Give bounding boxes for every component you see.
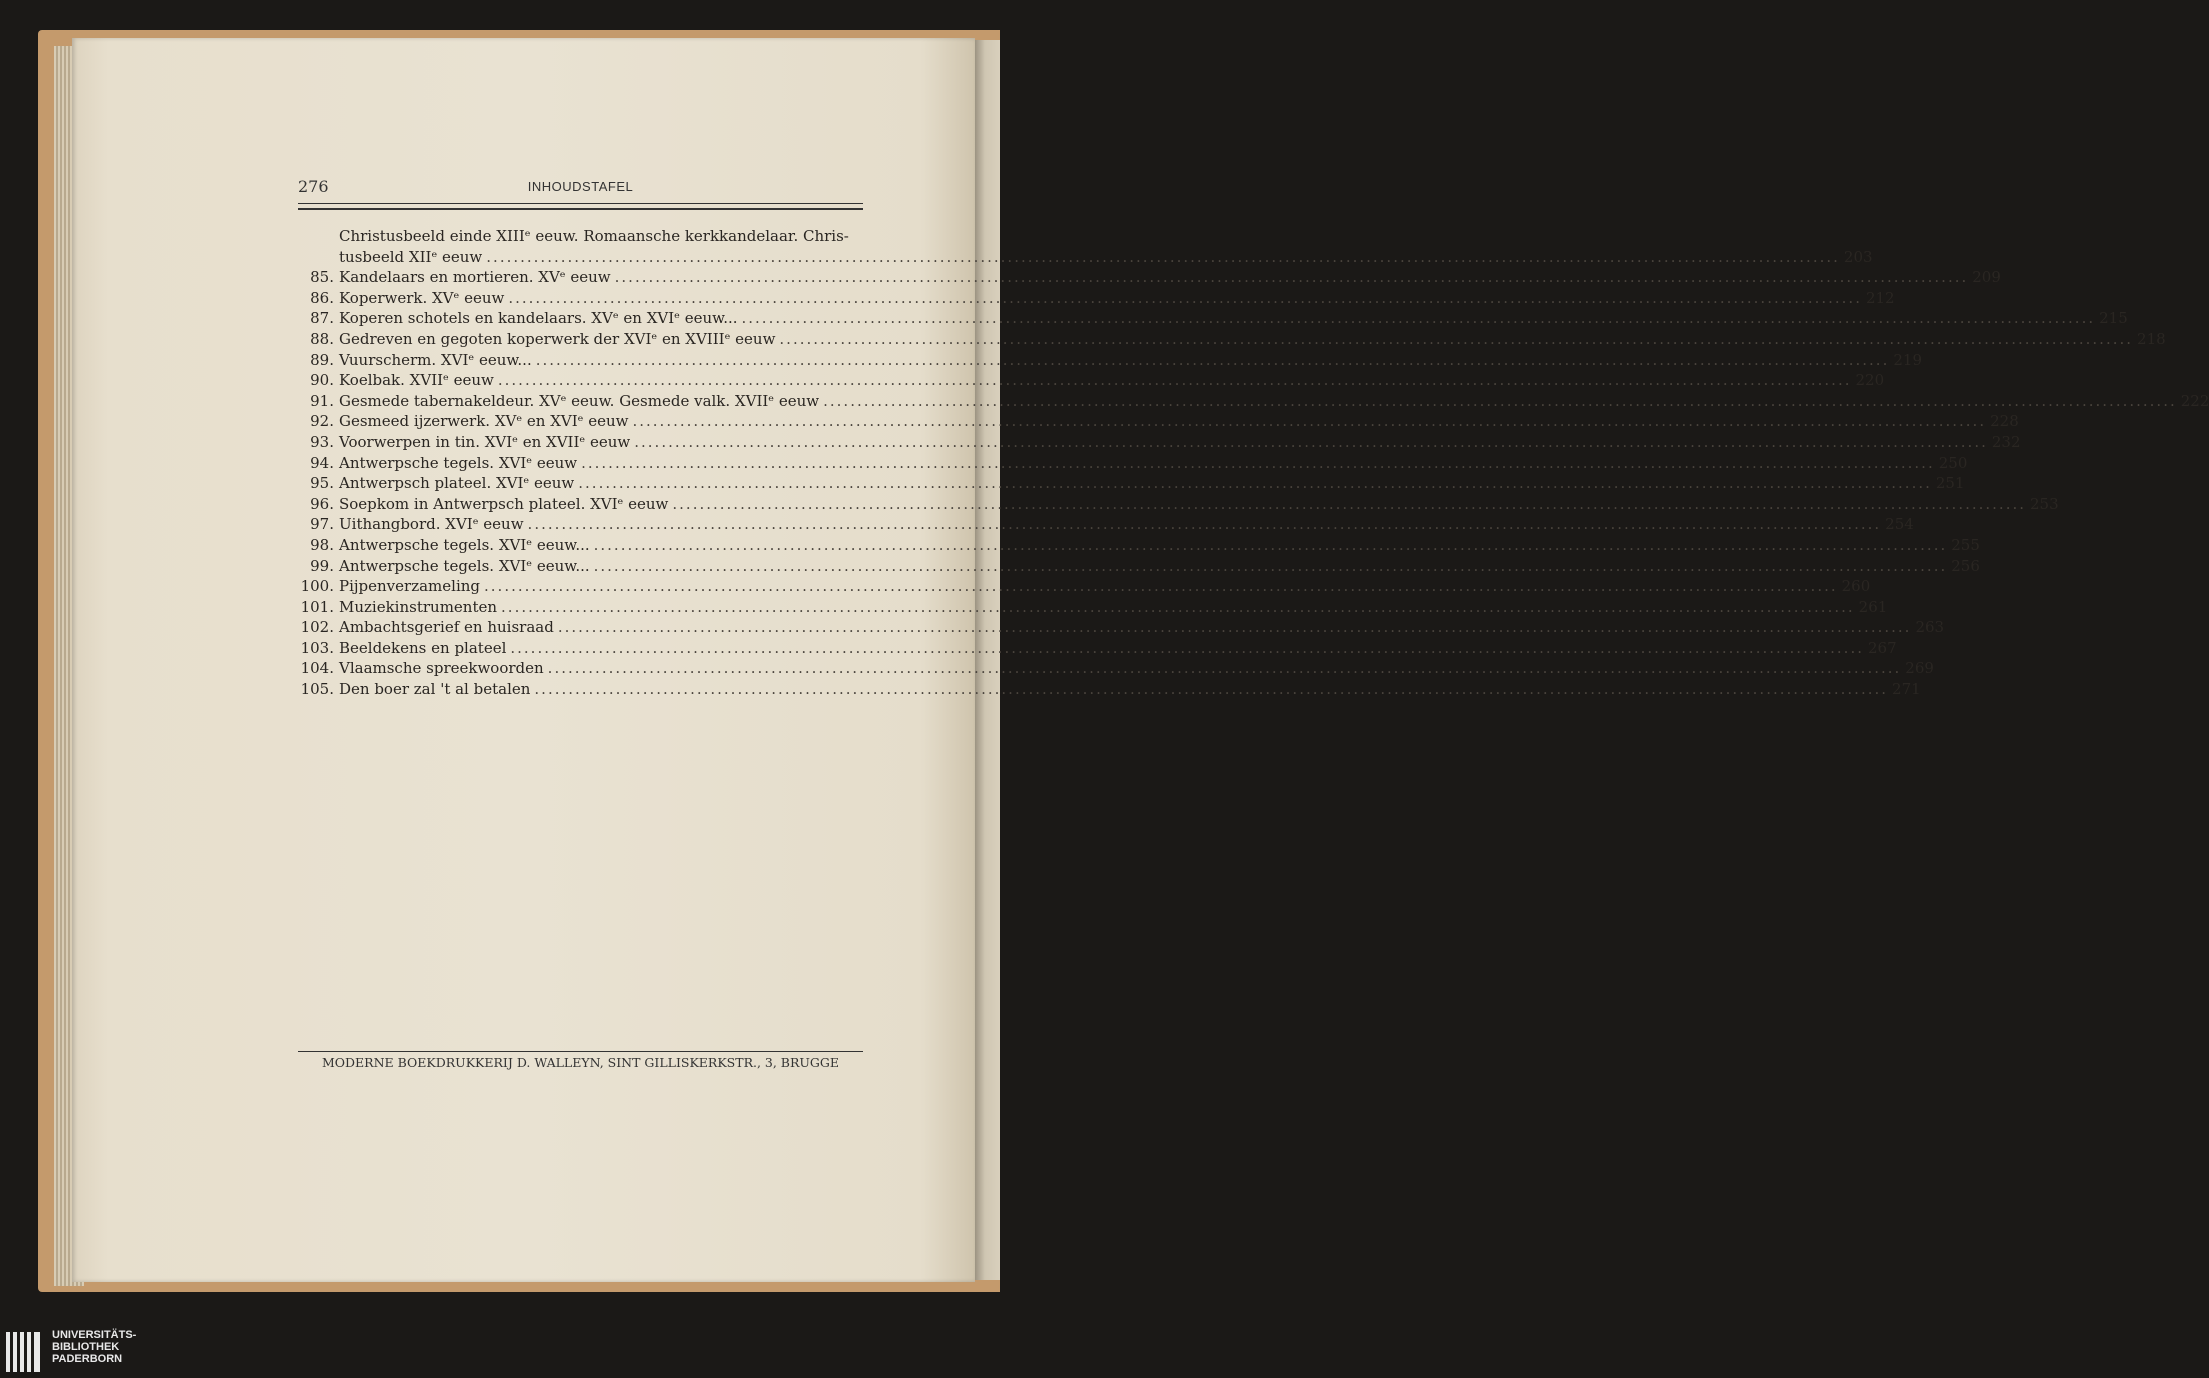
toc-entry-title: Antwerpsche tegels. XVIᵉ eeuw...	[339, 556, 590, 575]
logo-line-3: PADERBORN	[52, 1353, 123, 1365]
toc-entry-number: 102.	[300, 618, 334, 637]
toc-entry-page: 228	[1990, 412, 2019, 431]
toc-entry-number: 98.	[310, 535, 334, 554]
toc-entry-title: Pijpenverzameling	[339, 577, 481, 596]
running-title: INHOUDSTAFEL	[527, 179, 634, 194]
footer-rule	[298, 1051, 863, 1052]
dot-leader: ........................................................................................................................................................................................................	[634, 432, 1988, 451]
toc-entry	[298, 453, 1968, 474]
toc-entry-page: 215	[2099, 309, 2128, 328]
dot-leader: ........................................................................................................................................................................................................	[527, 515, 1882, 534]
toc-entry-title: tusbeeld XIIᵉ eeuw	[339, 247, 483, 266]
toc-entry	[298, 432, 2021, 453]
toc-entry-page: 203	[1843, 247, 1873, 266]
toc-entry-title: Muziekinstrumenten	[339, 597, 498, 616]
toc-entry-number: 93.	[310, 432, 334, 451]
toc-entry-title: Vlaamsche spreekwoorden	[339, 659, 544, 678]
toc-entry-title: Koperwerk. XVᵉ eeuw	[339, 288, 505, 307]
toc-entry	[298, 267, 2001, 288]
toc-entry-page: 269	[1905, 659, 1934, 678]
toc-entry-title: Kandelaars en mortieren. XVᵉ eeuw	[339, 268, 611, 287]
dot-leader: ........................................................................................................................................................................................................	[632, 412, 1987, 431]
library-logo-band	[0, 1328, 1000, 1378]
toc-entry-number: 103.	[300, 638, 334, 657]
toc-entry-page: 232	[1991, 432, 2021, 451]
dot-leader: ........................................................................................................................................................................................................	[534, 680, 1889, 699]
dot-leader: ........................................................................................................................................................................................................	[510, 638, 1864, 657]
dot-leader: ........................................................................................................................................................................................................	[593, 556, 1948, 575]
dot-leader: ........................................................................................................................................................................................................	[672, 494, 2027, 513]
dot-leader: ........................................................................................................................................................................................................	[741, 309, 2096, 328]
toc-entry	[298, 658, 1934, 679]
toc-entry-page: 219	[1893, 350, 1922, 369]
toc-entry-number: 87.	[310, 309, 334, 328]
toc-entry-page: 256	[1951, 556, 1980, 575]
toc-entry	[298, 329, 2166, 350]
toc-entry-number: 91.	[310, 391, 334, 410]
toc-entry	[298, 556, 1980, 577]
printer-imprint: MODERNE BOEKDRUKKERIJ D. WALLEYN, SINT GILLISKERKSTR., 3, BRUGGE	[321, 1055, 840, 1070]
toc-entry-number: 104.	[300, 659, 334, 678]
dot-leader: ........................................................................................................................................................................................................	[484, 577, 1838, 596]
toc-entry-title: Koperen schotels en kandelaars. XVᵉ en XVIᵉ eeuw...	[339, 309, 738, 328]
dot-leader: ........................................................................................................................................................................................................	[547, 659, 1902, 678]
logo-line-1: UNIVERSITÄTS-	[52, 1329, 137, 1341]
toc-entry	[298, 473, 1965, 494]
toc-entry-number: 99.	[310, 556, 334, 575]
table-of-contents	[298, 226, 2209, 700]
toc-entry-page: 267	[1868, 638, 1897, 657]
dot-leader: ........................................................................................................................................................................................................	[508, 288, 1862, 307]
dot-leader: ........................................................................................................................................................................................................	[486, 247, 1840, 266]
header-rule	[298, 203, 863, 204]
toc-continued-line: Christusbeeld einde XIIIᵉ eeuw. Romaansche kerkkandelaar. Chris-	[339, 227, 849, 245]
toc-entry-number: 100.	[300, 577, 334, 596]
toc-entry	[298, 411, 2019, 432]
toc-entry-page: 261	[1858, 597, 1888, 616]
toc-entry	[298, 370, 1885, 391]
toc-entry-title: Soepkom in Antwerpsch plateel. XVIᵉ eeuw	[339, 494, 669, 513]
toc-entry-page: 222	[2180, 391, 2209, 410]
dot-leader: ........................................................................................................................................................................................................	[557, 618, 1912, 637]
library-logo-icon	[6, 1332, 46, 1372]
toc-entry-page: 263	[1915, 618, 1945, 637]
library-logo-text	[52, 1329, 136, 1365]
toc-entry-number: 88.	[310, 329, 334, 348]
toc-entry-title: Ambachtsgerief en huisraad	[339, 618, 554, 637]
toc-entry-page: 271	[1892, 680, 1921, 699]
toc-entry-title: Uithangbord. XVIᵉ eeuw	[339, 515, 524, 534]
toc-entry-number: 97.	[310, 515, 334, 534]
toc-entry-page: 220	[1855, 371, 1885, 390]
toc-entry	[298, 350, 1922, 371]
dot-leader: ........................................................................................................................................................................................................	[779, 329, 2134, 348]
dot-leader: ........................................................................................................................................................................................................	[581, 453, 1935, 472]
toc-entry-number: 90.	[310, 371, 334, 390]
toc-entry-page: 253	[2030, 494, 2059, 513]
toc-entry-number: 89.	[310, 350, 334, 369]
toc-entry-title: Beeldekens en plateel	[339, 638, 507, 657]
toc-entry	[298, 391, 2209, 412]
toc-entry	[298, 638, 1897, 659]
dot-leader: ........................................................................................................................................................................................................	[593, 535, 1948, 554]
toc-entries	[298, 267, 2209, 699]
toc-entry	[298, 617, 1945, 638]
toc-continued-entry	[298, 247, 1873, 268]
dot-leader: ........................................................................................................................................................................................................	[614, 268, 1969, 287]
toc-entry-number: 85.	[310, 268, 334, 287]
toc-entry-title: Vuurscherm. XVIᵉ eeuw...	[339, 350, 532, 369]
toc-entry-number: 94.	[310, 453, 334, 472]
logo-line-2: BIBLIOTHEK	[52, 1341, 120, 1353]
toc-entry-title: Antwerpsche tegels. XVIᵉ eeuw	[339, 453, 578, 472]
dot-leader: ........................................................................................................................................................................................................	[578, 474, 1932, 493]
toc-entry-page: 251	[1935, 474, 1965, 493]
toc-entry-title: Antwerpsche tegels. XVIᵉ eeuw...	[339, 535, 590, 554]
toc-entry-number: 105.	[300, 680, 334, 699]
toc-entry-title: Voorwerpen in tin. XVIᵉ en XVIIᵉ eeuw	[339, 432, 631, 451]
dot-leader: ........................................................................................................................................................................................................	[535, 350, 1890, 369]
toc-entry-page: 209	[1972, 268, 2001, 287]
toc-entry	[298, 494, 2059, 515]
toc-entry-number: 86.	[310, 288, 334, 307]
toc-entry	[298, 576, 1871, 597]
toc-entry-title: Gesmeed ijzerwerk. XVᵉ en XVIᵉ eeuw	[339, 412, 629, 431]
toc-entry-title: Den boer zal 't al betalen	[339, 680, 531, 699]
toc-entry	[298, 288, 1895, 309]
dot-leader: ........................................................................................................................................................................................................	[501, 597, 1855, 616]
page-header	[298, 177, 863, 203]
toc-entry-title: Gesmede tabernakeldeur. XVᵉ eeuw. Gesmede valk. XVIIᵉ eeuw	[339, 391, 820, 410]
toc-entry	[298, 679, 1921, 700]
page-number: 276	[298, 177, 329, 196]
toc-entry-title: Antwerpsch plateel. XVIᵉ eeuw	[339, 474, 575, 493]
toc-entry-page: 250	[1938, 453, 1968, 472]
toc-entry-page: 255	[1951, 535, 1980, 554]
toc-entry-page: 218	[2137, 329, 2166, 348]
toc-entry-title: Gedreven en gegoten koperwerk der XVIᵉ en XVIIIᵉ eeuw	[339, 329, 776, 348]
toc-entry-page: 260	[1841, 577, 1871, 596]
dot-leader: ........................................................................................................................................................................................................	[497, 371, 1852, 390]
dot-leader: ........................................................................................................................................................................................................	[823, 391, 2177, 410]
toc-entry	[298, 597, 1888, 618]
toc-entry-number: 96.	[310, 494, 334, 513]
toc-entry	[298, 514, 1914, 535]
toc-entry-title: Koelbak. XVIIᵉ eeuw	[339, 371, 494, 390]
toc-entry-page: 254	[1885, 515, 1914, 534]
toc-entry-page: 212	[1865, 288, 1895, 307]
toc-entry-number: 92.	[310, 412, 334, 431]
toc-entry	[298, 535, 1980, 556]
header-rule-thick	[298, 208, 863, 210]
toc-entry	[298, 308, 2128, 329]
toc-entry-number: 95.	[310, 474, 334, 493]
toc-entry-number: 101.	[300, 597, 334, 616]
